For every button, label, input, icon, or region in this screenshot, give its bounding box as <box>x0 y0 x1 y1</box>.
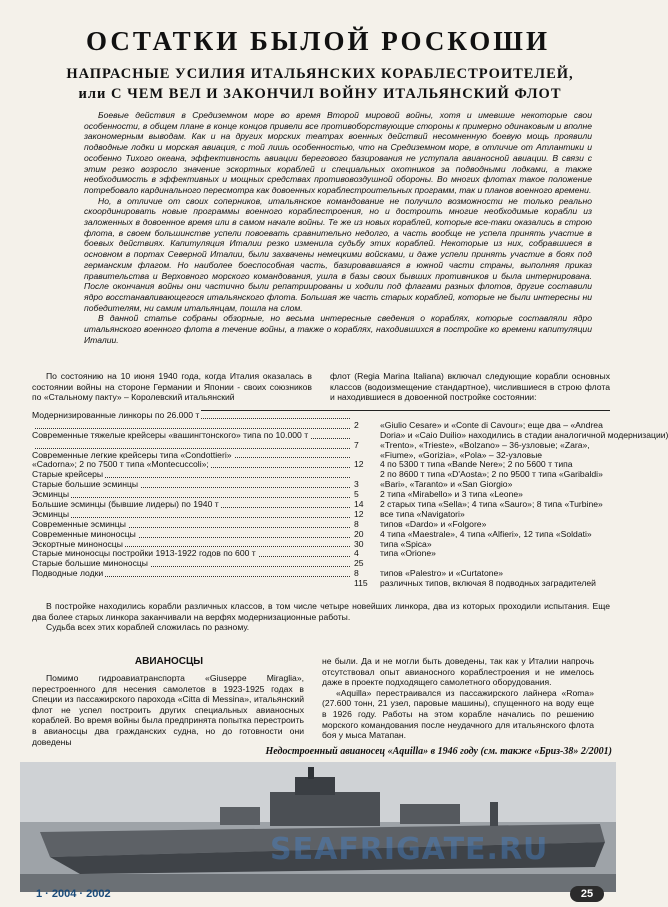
issue-number: 1 · 2004 · 2002 <box>36 888 111 900</box>
ship-class: Современные эсминцы <box>32 520 354 530</box>
carriers-left-text: Помимо гидроавиатранспорта «Giuseppe Miraglia», перестроенного для несения самолетов в 1923-1925 годах в Специи из пассажирского парохода «Citta di Messina», итальянский флот не успел построить других специальных авианосных кораблей. Во время войны была предпринята попытка перестроить в авианосцы два гражданских судна, но до готовности они доведены <box>32 673 304 747</box>
page-number: 25 <box>570 886 604 902</box>
ship-class: Модернизированные линкоры по 26.000 т <box>32 411 354 421</box>
ship-details: 4 типа «Maestrale», 4 типа «Alfieri», 12 типа «Soldati» <box>380 528 592 539</box>
ship-count: 25 <box>354 558 364 569</box>
ship-count: 14 <box>354 499 364 510</box>
ship-count: 8 <box>354 568 359 579</box>
ship-class: Большие эсминцы (бывшие лидеры) по 1940 т <box>32 500 354 510</box>
lead-right-text: флот (Regia Marina Italiana) включал следующие корабли основных классов (водоизмещение стандартное), числившиеся в строю флота и находившиеся в довоенной постройке состоянии: <box>330 371 610 403</box>
ship-count: 5 <box>354 489 359 500</box>
ship-class: Старые большие эсминцы <box>32 480 354 490</box>
ship-details: 2 типа «Mirabello» и 3 типа «Leone» <box>380 489 523 500</box>
ship-class: Эсминцы <box>32 510 354 520</box>
ship-class: Современные миноносцы <box>32 530 354 540</box>
ship-class: «Cadorna»; 2 по 7500 т типа «Montecuccoli»; <box>32 460 354 470</box>
intro-paragraph: В данной статье собраны обзорные, но весьма интересные сведения о кораблях, которые составляли ядро итальянского военного флота в течение войны, а также о кораблях, находившихся в постройке ко времени капитуляции Италии. <box>84 313 592 345</box>
after-paragraph: В постройке находились корабли различных классов, в том числе четыре новейших линкора, два из которых проходили испытания. Еще два более старых линкора заканчивали на верфях модернизационные работы. <box>32 601 610 622</box>
table-row <box>32 499 610 519</box>
ship-count: 8 <box>354 518 359 529</box>
ship-class: Старые миноносцы постройки 1913-1922 годов по 600 т <box>32 549 354 559</box>
ship-details: типов «Dardo» и «Folgore» <box>380 518 487 529</box>
ship-count: 12 <box>354 459 364 470</box>
ship-details: типа «Orione» <box>380 548 436 559</box>
table-row <box>32 429 668 450</box>
lead-left-text: По состоянию на 10 июня 1940 года, когда Италия оказалась в состоянии войны на стороне Германии и Японии - своих союзников по «Стальному пакту» – Королевский итальянский <box>32 371 312 403</box>
carriers-left-column <box>32 673 304 747</box>
ship-details: 2 по 8600 т типа «D'Aosta»; 2 по 9500 т типа «Garibaldi» <box>380 469 603 480</box>
intro-paragraph: Боевые действия в Средиземном море во время Второй мировой войны, хотя и имевшие некоторые свои особенности, в общем плане в конце концов привели все противоборствующие стороны к примерно одинаковым и вполне закономерным выводам. Как и на других морских театрах военных действий несомненную боевую мощь проявили подводные лодки и морская авиация, с той лишь особенностью, что на Средиземном море, в отличие от Атлантики и особенно Тихого океана, эффективность авиации берегового базирования не уступала авианосной авиации. В связи с этим резко возросло значение эскортных кораблей и специальных охотников за подводными лодками, а также необходимость в эффективных и мощных средствах противовоздушной обороны. Во многих флотах такое положение потребовало кардинального пересмотра как довоенных кораблестроительных программ, так и планов военного времени. <box>84 110 592 195</box>
table-row <box>32 479 610 500</box>
table-row <box>32 568 610 589</box>
ship-details: «Giulio Cesare» и «Conte di Cavour»; еще два – «Andrea <box>380 419 603 430</box>
ship-details: «Bari», «Taranto» и «San Giorgio» <box>380 479 513 490</box>
ship-details: 4 по 5300 т типа «Bande Nere»; 2 по 5600 т типа <box>380 459 573 470</box>
ship-count: 20 <box>354 528 364 539</box>
table-row <box>32 410 610 430</box>
ship-details: различных типов, включая 8 подводных заградителей <box>380 578 596 589</box>
subtitle-line-2: или С ЧЕМ ВЕЛ И ЗАКОНЧИЛ ВОЙНУ ИТАЛЬЯНСКИЙ ФЛОТ <box>78 86 562 102</box>
carriers-right-text-2: «Aquilla» перестраивался из пассажирского лайнера «Roma» (27.600 тонн, 21 узел, паровые машины), спущенного на воду еще в 1926 году. Работы на этом корабле начались по решению морского командования после неудачного для итальянского флота боя у мыса Матапан. <box>322 687 594 741</box>
carrier-illustration <box>20 762 616 892</box>
intro-paragraph: Но, в отличие от своих соперников, итальянское командование не получило возможности не только реально скоординировать новые программы военного кораблестроения, но и достроить многие необходимые корабли из заложенных в довоенное время или в самом начале войны. Те же из новых кораблей, которые все-таки оказались в строю флота, в своем большинстве успели повоевать сравнительно недолго, а часть вообще не успела принять участие в боевых действиях. Капитуляция Италии резко изменила судьбу этих кораблей. Некоторые из них, собравшиеся в основном в портах Северной Италии, были захвачены немецкими войсками, и даже успели принять участие в боях под германским флагом. Но наиболее боеспособная часть, базировавшаяся в южной части страны, выполняя приказ правительства и Верховного морского командования, ушла в базы своих бывших противников и была интернирована. После окончания войны они частично были репатриированы и ходили под флагами разных флотов, другие составили ядро восстанавливающегося итальянского флота. Большая же часть старых кораблей, которые не были интересны ни победителям, ни самим итальянцам, пошла на слом. <box>84 195 592 313</box>
watermark: SEAFRIGATE.RU <box>270 832 549 867</box>
ship-details: Doria» и «Caio Duilio» находились в стадии аналогичной модернизации) <box>380 429 668 440</box>
ship-count: 12 <box>354 508 364 519</box>
ship-class: Старые большие миноносцы <box>32 559 354 569</box>
photo-caption: Недостроенный авианосец «Aquilla» в 1946 году (см. также «Бриз-38» 2/2001) <box>265 746 612 757</box>
ship-class: Современные легкие крейсеры типа «Condottieri» <box>32 451 354 461</box>
ship-count: 3 <box>354 479 359 490</box>
ship-details: все типа «Navigatori» <box>380 508 465 519</box>
ship-class: Подводные лодки <box>32 569 354 579</box>
ship-details: «Fiume», «Gorizia», «Pola» – 32-узловые <box>380 449 543 460</box>
ship-details: типов «Palestro» и «Curtatone» <box>380 568 504 579</box>
ship-class: Эсминцы <box>32 490 354 500</box>
ship-count: 115 <box>354 578 368 589</box>
after-table-text <box>32 601 610 633</box>
carriers-right-column <box>322 656 594 741</box>
fleet-table <box>32 410 668 589</box>
ship-count: 30 <box>354 538 364 549</box>
intro-text <box>84 110 592 345</box>
article-title: ОСТАТКИ БЫЛОЙ РОСКОШИ <box>86 26 550 56</box>
ship-class: Эскортные миноносцы <box>32 540 354 550</box>
ship-details: «Trento», «Trieste», «Bolzano» – 36-узловые; «Zara», <box>380 439 590 450</box>
lead-right-column <box>330 371 610 403</box>
section-heading-carriers: АВИАНОСЦЫ <box>134 656 204 667</box>
ship-class: Старые крейсеры <box>32 470 354 480</box>
ship-details: типа «Spica» <box>380 538 432 549</box>
article-subtitle <box>30 64 610 104</box>
aircraft-carrier-photo <box>20 762 616 892</box>
ship-class: Современные тяжелые крейсеры «вашингтонского» типа по 10.000 т <box>32 431 354 441</box>
carriers-right-text-1: не были. Да и не могли быть доведены, так как у Италии напрочь отсутствовал опыт авианосного кораблестроения и не имелось даже в проекте подходящего самолетного оборудования. <box>322 656 594 688</box>
lead-left-column <box>32 371 312 403</box>
ship-count: 7 <box>354 439 359 450</box>
ship-count: 2 <box>354 419 359 430</box>
subtitle-line-1: НАПРАСНЫЕ УСИЛИЯ ИТАЛЬЯНСКИХ КОРАБЛЕСТРОИТЕЛЕЙ, <box>66 66 574 82</box>
ship-details: 2 старых типа «Sella»; 4 типа «Sauro»; 8 типа «Turbine» <box>380 499 603 510</box>
ship-count: 4 <box>354 548 359 559</box>
after-paragraph: Судьба всех этих кораблей сложилась по разному. <box>46 622 250 633</box>
